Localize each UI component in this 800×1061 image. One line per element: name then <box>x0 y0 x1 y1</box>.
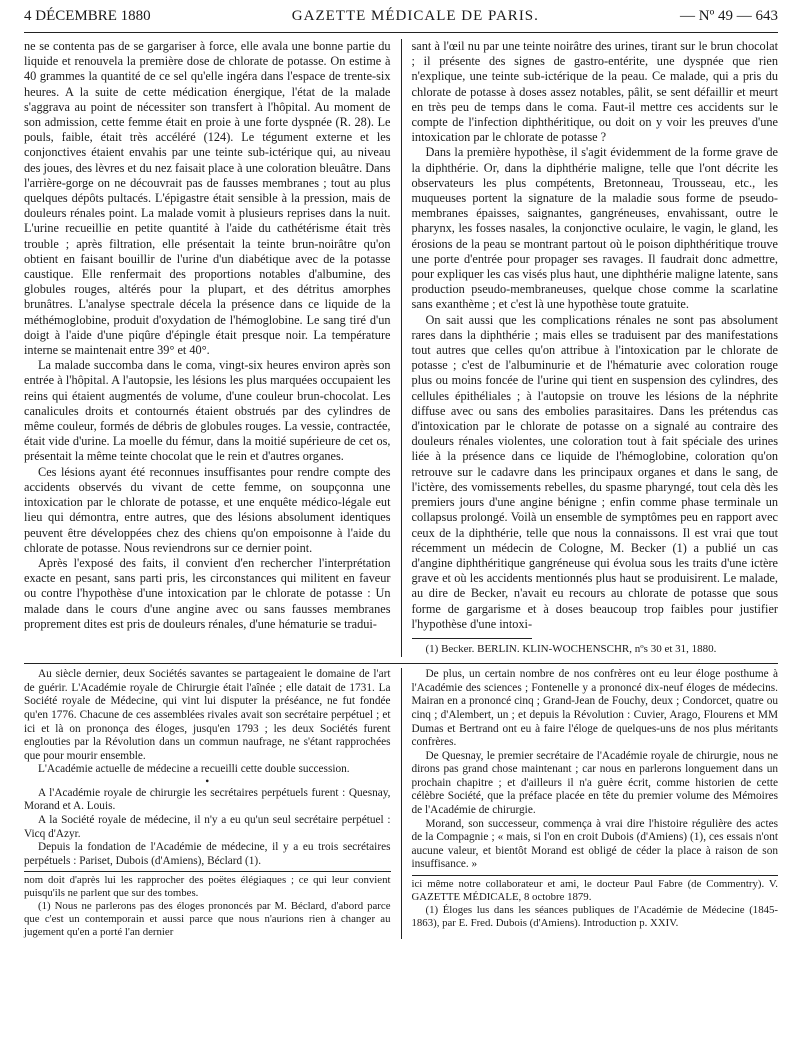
paragraph: Après l'exposé des faits, il convient d'en rechercher l'interprétation exacte en pesant, sans parti pris, les circonstances qui militent en faveur ou contre l'hypothèse d'une intoxication par le chlorate de potasse : Un malade dans le cours d'une angine avec ou sans fausses membranes proprement dites est pris de douleurs rénales, d'une hématurie se tradui- <box>24 555 391 631</box>
paragraph: Ces lésions ayant été reconnues insuffisantes pour rendre compte des accidents observés du vivant de cette femme, on soupçonna une intoxication par le chlorate de potasse, et une enquête médico-légale eut lieu qui démontra, entre autres, que des lésions absolument identiques peuvent être développées chez des chiens qu'on empoisonne à l'aide du chlorate de potasse. Nous reviendrons sur ce dernier point. <box>24 464 391 555</box>
footnote-rule <box>412 875 779 876</box>
paragraph: La malade succomba dans le coma, vingt-six heures environ après son entrée à l'hôpital. A l'autopsie, les lésions les plus marquées occupaient les reins qui étaient augmentés de volume, d'une couleur brun-chocolat. Les canalicules droits et contournés étaient obstrués par des cylindres de même couleur, formés de débris de globules rouges. La vessie, contractée, était vide d'urine. La moelle du fémur, dans la moitié supérieure de cet os, présentait la même teinte chocolat que le rein et d'autres organes. <box>24 358 391 464</box>
paragraph: sant à l'œil nu par une teinte noirâtre des urines, tirant sur le brun chocolat ; il présente des signes de gastro-entérite, une dyspnée que rien n'explique, une teinte sub-ictérique de la peau. Ce malade, qui a pris du chlorate de potasse à doses assez notables, pâlit, se sent défaillir et meurt en très peu de temps dans le coma. Faut-il mettre ces accidents sur le compte de l'infection diphthéritique, ou doit on y voir les preuves d'une intoxication par le chlorate de potasse ? <box>411 39 778 145</box>
footnote-rule <box>24 871 391 872</box>
paragraph: Morand, son successeur, commença à vrai dire l'histoire régulière des actes de la Compagnie ; « mais, si l'on en croit Dubois (d'Amiens) (1), ces essais n'ont aucune valeur, et bientôt Morand est obligé de céder la place à raison de son insuffisance. » <box>411 817 778 871</box>
paragraph: De plus, un certain nombre de nos confrères ont eu leur éloge posthume à l'Académie des sciences ; Fontenelle y a prononcé dix-neuf éloges de médecins. Mairan en a prononcé cinq ; Grand-Jean de Fouchy, deux ; Condorcet, quatre ou cinq ; d'Alembert, un ; et depuis la Révolution : Cuvier, Arago, Flourens et MM Dumas et Bertrand ont eu à faire l'éloge de quelques-uns de nos plus méritants confrères. <box>411 668 778 749</box>
article-left-column <box>24 39 402 657</box>
article-right-column <box>402 39 779 657</box>
article-columns <box>24 39 778 657</box>
header-issue: — Nº 49 — 643 <box>680 8 778 24</box>
footnotes-right <box>412 878 779 930</box>
paragraph: Dans la première hypothèse, il s'agit évidemment de la forme grave de la diphthérie. Or, dans la diphthérie maligne, telle que l'ont décrite les observateurs les plus compétents, Bretonneau, Trousseau, etc., les muqueuses portent la signature de la maladie sous forme de pseudo-membranes épaisses, saignantes, gangréneuses, envahissant, outre le pharynx, les fosses nasales, la conjonctive oculaire, le vagin, le gland, les érosions de la peau se montrant partout où le poison diphthéritique trouve une porte d'entrée pour propager ses ravages. Il faudrait donc admettre, pour expliquer les cas visés plus haut, une diphthérie maligne latente, sans production pseudo-membraneuses, quelque chose comme la scarlatine sans exanthème ; et c'est là une hypothèse toute gratuite. <box>411 145 778 312</box>
paragraph: Depuis la fondation de l'Académie de médecine, il y a eu trois secrétaires perpétuels : Pariset, Dubois (d'Amiens), Béclard (1). <box>24 841 391 867</box>
header-title: GAZETTE MÉDICALE DE PARIS. <box>291 8 539 24</box>
paragraph: Au siècle dernier, deux Sociétés savantes se partageaient le domaine de l'art de guérir. L'Académie royale de Chirurgie était l'aînée ; elle datait de 1731. La Société royale de Médecine, qui vint lui disputer la préséance, ne fut fondée qu'en 1776. Chacune de ces assemblées rivales avait son secrétaire perpétuel ; et ici et là on prononça des éloges, jusqu'en 1793 ; les deux Sociétés furent englouties par la Révolution dans un commun naufrage, ne s'étant rapprochées que pour mourir ensemble. <box>24 668 391 762</box>
paragraph: ne se contenta pas de se gargariser à force, elle avala une bonne partie du liquide et renouvela la première dose de chlorate de potasse. On estime à 40 grammes la quantité de ce sel qu'elle ingéra dans l'espace de trente-six heures. A la suite de cette médication énergique, l'état de la malade s'aggrava au point de nécessiter son transfert à l'hôpital. Au moment de son admission, cette femme était en proie à une forte dyspnée (R. 28). Le pouls, faible, était très accéléré (124). Le tégument externe et les conjonctives étaient envahis par une teinte sub-ictérique qui, au niveau des joues, des lèvres et du nez faisait place à une coloration bleuâtre. Dans l'arrière-gorge on ne découvrait pas de fausses membranes ; tout au plus quelques dépôts pultacés. L'épigastre était sensible à la pression, mais de douleurs rénales point. La malade vomit à plusieurs reprises dans la nuit. L'urine recueillie en petite quantité à l'aide du cathétérisme était très trouble ; après filtration, elle présentait la teinte brun-noirâtre qu'on obtient en faisant bouillir de l'urine d'un diabétique avec de la potasse caustique. Elle renfermait des proportions notables d'albumine, des globules rouges, altérés pour la plupart, et des détritus amorphes brunâtres. L'analyse spectrale décela la présence dans ce liquide de la méthémoglobine, produit d'oxydation de l'hémoglobine. Le sang tiré d'un doigt à l'aide d'une piqûre d'épingle était presque noir. La température interne se maintenait entre 39° et 40°. <box>24 39 391 358</box>
footnote: nom doit d'après lui les rapprocher des poëtes élégiaques ; ce qui leur convient puisqu'ils ne parlent que sur des tombes. <box>24 874 391 900</box>
paragraph: A l'Académie royale de chirurgie les secrétaires perpétuels furent : Quesnay, Morand et A. Louis. <box>24 786 391 813</box>
paragraph: A la Société royale de médecine, il n'y a eu qu'un seul secrétaire perpétuel : Vicq d'Azyr. <box>24 814 391 840</box>
header-date: 4 DÉCEMBRE 1880 <box>24 8 151 24</box>
footnote: (1) Éloges lus dans les séances publiques de l'Académie de Médecine (1845-1863), par E. Fred. Dubois (d'Amiens). Introduction p. XXIV. <box>411 904 778 930</box>
paragraph: L'Académie actuelle de médecine a recueilli cette double succession. <box>38 763 350 776</box>
footnotes-left <box>24 874 391 939</box>
footnote: ici même notre collaborateur et ami, le docteur Paul Fabre (de Commentry). V. GAZETTE MÉDICALE, 8 octobre 1879. <box>411 878 778 904</box>
footnote: (1) Becker. BERLIN. KLIN-WOCHENSCHR, nºs 30 et 31, 1880. <box>425 642 717 655</box>
feuilleton-left-column <box>24 668 402 939</box>
paragraph: On sait aussi que les complications rénales ne sont pas absolument rares dans la diphthérie ; mais elles se traduisent par des manifestations tout autres que celles qu'on attribue à l'intoxication par le chlorate de potasse ; c'est de l'albuminurie et de l'hématurie avec coloration rouge plus ou moins foncée de l'urine qui tient en suspension des cylindres, des cellules épithéliales ; à l'autopsie on trouve les lésions de la néphrite diffuse avec ou sans des embolies parasitaires. Dans les prétendus cas d'intoxication par le chlorate de potasse on a signalé au contraire des douleurs rénales violentes, une coloration tout à fait spéciale des urines liée à la présence dans ce liquide de l'hémoglobine, coloration qu'on retrouve sur le cadavre dans les principaux organes et dans le sang, de l'ictère, des vomissements rebelles, du spasme pharyngé, tout cela dès les premiers jours d'une angine bénigne ; enfin comme phase terminale un collapsus prolongé. Voilà un ensemble de symptômes peu en rapport avec ceux de la diphthérie, telle que nous la connaissons. Il est vrai que tout récemment un médecin de Cologne, M. Becker (1) a publié un cas d'angine diphthéritique gangréneuse qui évolua sous les traits d'une ictère grave et où les accidents mentionnés plus haut se produisirent. Le malade, au dire de Becker, n'avait eu recours au chlorate de potasse que sous forme de gargarisme et à doses beaucoup trop faibles pour justifier l'hypothèse d'une intoxi- <box>411 312 778 631</box>
feuilleton-columns <box>24 668 778 939</box>
feuilleton-separator <box>24 663 778 664</box>
footnote-rule <box>412 638 532 639</box>
footnote: (1) Nous ne parlerons pas des éloges prononcés par M. Béclard, d'abord parce que c'est un contemporain et aussi parce que nous n'aurions rien à changer au jugement qu'en a porté l'an dernier <box>24 900 391 939</box>
paragraph: De Quesnay, le premier secrétaire de l'Académie royale de chirurgie, nous ne dirons pas grand chose maintenant ; car nous en parlerons longuement dans un prochain chapitre ; et d'ailleurs il n'a guère écrit, comme historien de cette célèbre Société, que la préface placée en tête du premier volume des Mémoires de l'Académie de chirurgie. <box>411 749 778 817</box>
page-header <box>24 8 778 33</box>
feuilleton-right-column <box>402 668 779 939</box>
separator-dot: • <box>205 775 210 788</box>
